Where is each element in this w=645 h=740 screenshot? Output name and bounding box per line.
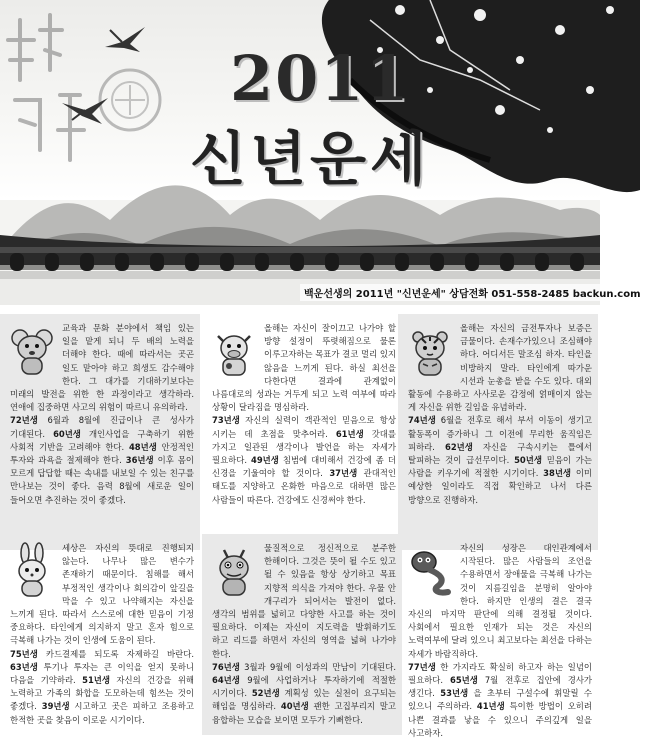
entry-text: 6월을 전후로 해서 부서 이동이 생기고 활동폭이 증가하니 그 이전에 무리한 움직임은 피하라.	[408, 415, 592, 452]
entry-year: 65년생	[450, 675, 478, 686]
tiger-icon	[408, 324, 452, 380]
entry-year: 38년생	[543, 468, 572, 479]
entry-year: 72년생	[10, 415, 38, 426]
entry-year: 64년생	[212, 675, 240, 686]
entry-text: 카드결제를 되도록 자제하길 바란다.	[37, 648, 194, 659]
entry-text: 침범에 대비해서 건강에 좀 더 신경을 기울여야 할 것이다.	[212, 455, 396, 479]
entry-year: 60년생	[53, 428, 81, 439]
entry-text: 자신의 건강을 위해 노력하고 가족의 화합을 도모하는데 힘쓰는 것이 좋겠다.	[10, 675, 194, 712]
entry-text: 자신을 구속시키는 틀에서 탈피하는 것이 급선무이다.	[408, 441, 592, 466]
entry-year: 63년생	[10, 661, 38, 672]
entry-year: 52년생	[251, 688, 280, 699]
entry-text: 안정적인 투자와 과욕을 절제해야 한다.	[10, 441, 194, 466]
fortune-panel-ox	[202, 314, 402, 550]
ox-icon	[212, 324, 256, 380]
entry-year: 53년생	[440, 688, 469, 699]
page-title: 신년운세	[190, 125, 431, 193]
entry-text: 이미 예상한 일이라도 직접 확인하고 나서 다른 방향으로 진행하자.	[408, 468, 593, 505]
entry-text: 7월 전후로 집안에 경사가 생긴다.	[408, 675, 593, 699]
entry-year: 76년생	[212, 661, 240, 672]
dragon-icon	[212, 544, 256, 600]
panel-entries	[408, 414, 592, 506]
entry-year: 73년생	[212, 415, 240, 426]
panel-entries	[212, 661, 396, 727]
rat-icon	[10, 324, 54, 380]
entry-year: 74년생	[408, 415, 436, 426]
entry-year: 41년생	[476, 701, 505, 712]
panel-entries	[10, 648, 194, 727]
entry-year: 75년생	[10, 648, 38, 659]
consult-contact-caption: 백운선생의 2011년 "신년운세" 상담전화 051-558-2485 backun.com	[300, 284, 645, 301]
entry-text: 한 가지라도 확실히 하고자 하는 일념이 필요하다.	[408, 661, 592, 686]
entry-text: 갓대를 가지고 일관된 생각이나 발언을 하는 자세가 필요하다.	[212, 428, 396, 466]
entry-year: 49년생	[251, 455, 279, 466]
entry-text: 3월과 9월에 이성과의 만남이 기대된다.	[239, 661, 396, 672]
entry-text: 특이한 방법이 오히려 나쁜 결과를 낳을 수 있으니 주의깊게 일을 사고하자.	[408, 701, 592, 738]
fortune-panel-snake	[398, 534, 598, 738]
entry-text: 괜한 고집부리지 말고 융합하는 모습을 보이면 모두가 기뻐한다.	[212, 701, 396, 725]
entry-text: 믿음이 가는 사람을 키우기에 적절한 시기이다.	[408, 455, 592, 479]
entry-text: 관대적인 태도를 지양하고 온화한 마음으로 대하면 많은 사람들이 따른다. 건강에도 신경써야 한다.	[212, 468, 396, 505]
snake-icon	[408, 544, 452, 600]
entry-year: 50년생	[514, 455, 542, 466]
fortune-panel-rat	[0, 314, 200, 550]
crane-icon	[100, 22, 150, 62]
entry-text: 계획성 있는 실천이 요구되는 해임을 명심하라.	[212, 688, 397, 712]
entry-year: 61년생	[335, 428, 364, 439]
entry-year: 36년생	[125, 455, 154, 466]
entry-year: 48년생	[128, 441, 157, 452]
panel-intro: 올해는 자신의 금전투자나 보증은 금물이다. 손재수가있으니 조심해야 하다. 어디서든 말조심 하자. 타인을 비방하지 말라. 타인에게 따가운 시선과 눈총을 받을 수도 있다. 대외 활동에 수용하고 사사로운 감정에 얽매이지 않는 게 자신을 위한 길임을 유념하라.	[408, 323, 592, 413]
entry-text: 시고하고 곳은 피하고 조용하고 한적한 곳을 찾음이 이로운 시기이다.	[10, 701, 194, 725]
panel-entries	[212, 414, 396, 506]
entry-text: 개인사업을 구축하기 위한 사회적 기반을 고려해야 한다.	[10, 428, 194, 452]
panel-intro: 자신의 성장은 대인관계에서 시작된다. 많은 사람들의 조언을 수용하면서 장애물을 극복해 나가는 것이 지름길임을 분명히 알아야 한다. 하지만 인생의 결은 결국 자신의 마지막 판단에 의해 결정될 것이다. 사회에서 필요한 인재가 되는 것은 자신의 노력여부에 달려 있으니 최고보다는 최선을 다하는 자세가 바람직하다.	[408, 543, 592, 659]
panel-intro: 물질적으로 정신적으로 분주한 한해이다. 그것은 뜻이 될 수도 있고 될 수 있음을 항상 상기하고 목표 지향적 의식을 가져야 한다. 우물 안 개구리가 되어서는 발전이 없다. 생각의 범위를 넓히고 다양한 사고를 하는 것이 필요하다. 이제는 자신이 지도력을 발휘하기도 하고 리드를 하면서 자신의 영역을 넓혀 나가야 한다.	[212, 543, 396, 659]
rabbit-icon	[10, 544, 54, 600]
entry-text: 6월과 8월에 진급이나 큰 성사가 기대된다.	[10, 415, 194, 439]
entry-text: 자신의 실력이 객관적인 믿음으로 항상 시키는 데 초점을 맞추어라.	[212, 415, 396, 439]
fortune-panel-dragon	[202, 534, 402, 735]
entry-year: 77년생	[408, 661, 436, 672]
entry-year: 51년생	[82, 675, 110, 686]
entry-year: 39년생	[41, 701, 70, 712]
panel-entries	[10, 414, 194, 506]
panel-intro: 교육과 문화 분야에서 책임 있는 일을 맡게 되니 두 배의 노력을 더해야 한다. 때에 따라서는 곳곤 일도 맡아야 하고 희생도 감수해야 한다. 그 대가를 기대하기보다는 미래의 발전을 위한 한 과정이라고 생각하라. 연애에 집중하면 사고의 위험이 따르니 유의하라.	[10, 323, 194, 413]
entry-text: 9월에 사업하거나 투자하기에 적절한 시기이다.	[212, 675, 396, 699]
entry-text: 을 초부터 구설수에 휘말릴 수 있으니 주의하라.	[408, 688, 592, 712]
header-illustration	[0, 0, 641, 305]
entry-text: 이후 몸이 모르게 답답할 때는 속내를 내보일 수 있는 친구를 만나보는 것이 좋다. 음력 8월에 새로운 일이 들어오면 추진하는 것이 좋겠다.	[10, 455, 194, 505]
panel-intro: 올해는 자신이 잘이끄고 나가야 할 방향 설정이 뚜렷해짐으로 물론 이루고자하는 목표가 결코 멀리 있지 않음을 느끼게 된다. 하실 최선을 다한다면 결과에 관계없이 나름대로의 성과는 거두게 되고 노력 여부에 따라 상황이 달라짐을 명심하라.	[212, 323, 397, 413]
entry-text: 투기나 투자는 큰 이익을 얻지 못하니 다음을 기약하라.	[10, 661, 194, 686]
fortune-panel-tiger	[398, 314, 598, 550]
entry-year: 40년생	[280, 701, 309, 712]
panel-entries	[408, 661, 592, 740]
fortune-panel-rabbit	[0, 534, 200, 735]
entry-year: 37년생	[329, 468, 358, 479]
panel-intro: 세상은 자신의 뜻대로 진행되지 않는다. 나무나 많은 변수가 존재하기 때문이다. 침해를 해서 부정적인 생각이나 회의감이 앞길을 막을 수 있고 나약해지는 자신을 느끼게 된다. 따라서 스스로에 대한 믿음이 기정 중요하다. 타인에게 의지하지 말고 혼자 힘으로 극복해 나가는 것이 인생에 도움이 된다.	[10, 543, 194, 646]
entry-year: 62년생	[445, 441, 473, 452]
crane-icon	[60, 88, 110, 128]
title-year: 2011	[230, 42, 411, 115]
